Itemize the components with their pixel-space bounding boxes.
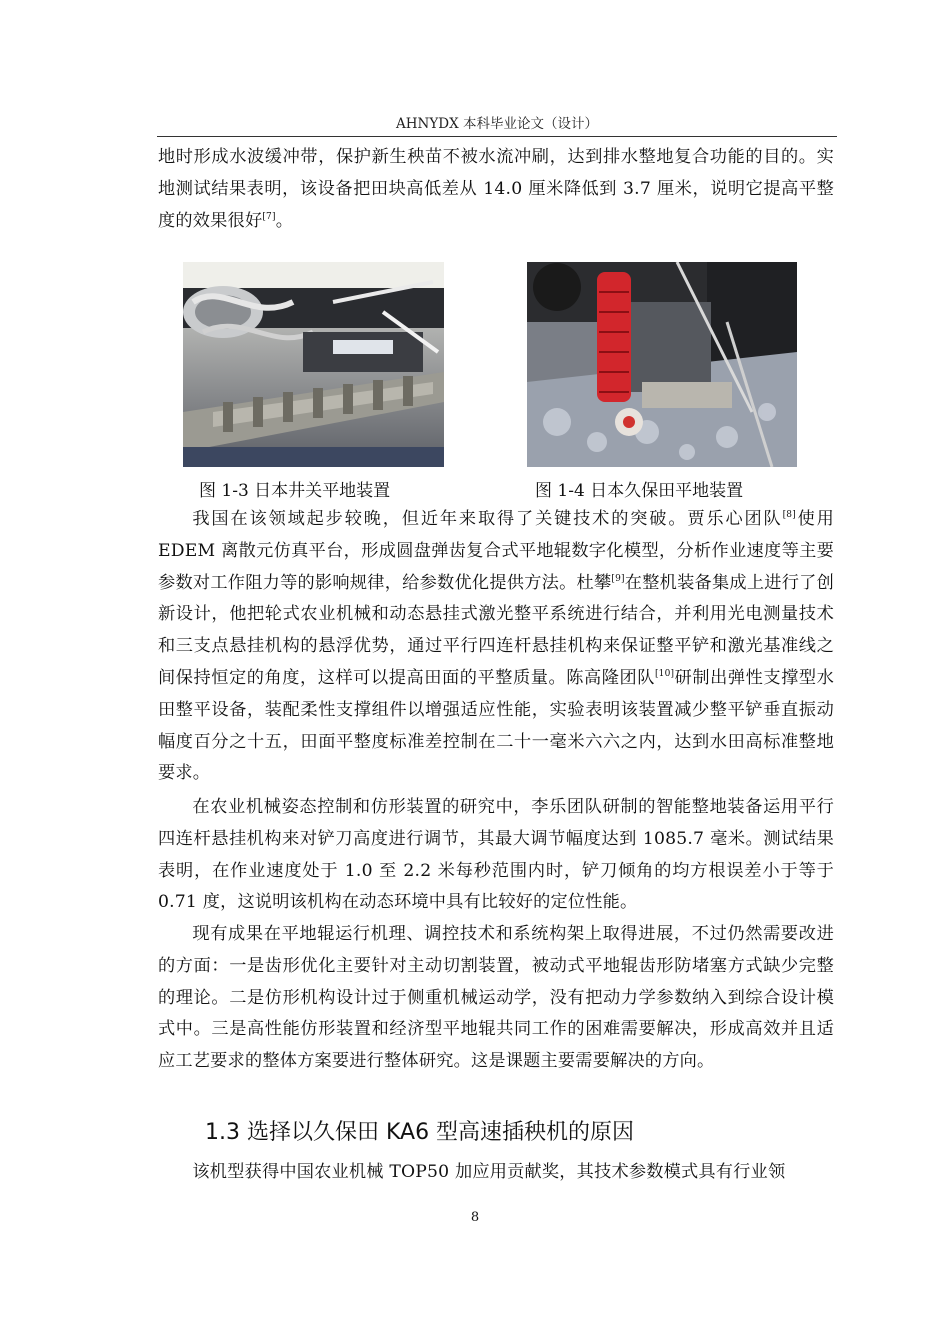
citation-7[interactable]: [7] <box>262 211 276 222</box>
paragraph-1 <box>158 142 834 237</box>
citation-10[interactable]: [10] <box>654 668 675 679</box>
section-heading-1-3: 1.3 选择以久保田 KA6 型高速插秧机的原因 <box>205 1120 635 1145</box>
figure-1-4-caption: 图 1-4 日本久保田平地装置 <box>535 481 744 501</box>
citation-9[interactable]: [9] <box>611 573 625 584</box>
paragraph-2-text-a: 我国在该领域起步较晚，但近年来取得了关键技术的突破。贾乐心团队 <box>192 509 783 529</box>
paragraph-1-end: 。 <box>275 210 294 231</box>
paragraph-2-text-d: 研制出弹性支撑型水田整平设备，装配柔性支撑组件以增强适应性能，实验表明该装置减少整平铲垂直振动幅度百分之十五，田面平整度标准差控制在二十一毫米六六之内，达到水田高标准整地要求。 <box>158 667 834 784</box>
paragraph-2-text-c: 在整机装备集成上进行了创新设计，他把轮式农业机械和动态悬挂式激光整平系统进行结合，并利用光电测量技术和三支点悬挂机构的悬浮优势，通过平行四连杆悬挂机构来保证整平铲和激光基准线之间保持恒定的角度，这样可以提高田面的平整质量。陈高隆团队 <box>158 572 835 688</box>
figure-1-3-image <box>183 262 444 467</box>
page-number: 8 <box>470 1210 480 1225</box>
header-rule <box>157 136 837 137</box>
kubota-leveler-photo <box>527 262 797 467</box>
paragraph-5: 该机型获得中国农业机械 TOP50 加应用贡献奖，其技术参数模式具有行业领 <box>192 1162 786 1182</box>
figure-1-4-image <box>527 262 797 467</box>
paragraph-1-text: 地时形成水波缓冲带，保护新生秧苗不被水流冲刷，达到排水整地复合功能的目的。实地测试结果表明，该设备把田块高低差从 14.0 厘米降低到 3.7 厘米，说明它提高平整度的效果很好 <box>158 147 834 231</box>
paragraph-2 <box>158 504 834 790</box>
iseki-leveler-photo <box>183 262 444 467</box>
figure-1-3-caption: 图 1-3 日本井关平地装置 <box>199 481 391 501</box>
paragraph-4: 现有成果在平地辊运行机理、调控技术和系统构架上取得进展，不过仍然需要改进的方面：一是齿形优化主要针对主动切割装置，被动式平地辊齿形防堵塞方式缺少完整的理论。二是仿形机构设计过于侧重机械运动学，没有把动力学参数纳入到综合设计模式中。三是高性能仿形装置和经济型平地辊共同工作的困难需要解决，形成高效并且适应工艺要求的整体方案要进行整体研究。这是课题主要需要解决的方向。 <box>158 924 834 1072</box>
paragraph-2-text-b: 使用 EDEM 离散元仿真平台，形成圆盘弹齿复合式平地辊数字化模型，分析作业速度等主要参数对工作阻力等的影响规律，给参数优化提供方法。杜攀 <box>158 509 834 593</box>
paragraph-3: 在农业机械姿态控制和仿形装置的研究中，李乐团队研制的智能整地装备运用平行四连杆悬挂机构来对铲刀高度进行调节，其最大调节幅度达到 1085.7 毫米。测试结果表明，在作业速度处于 1.0 至 2.2 米每秒范围内时，铲刀倾角的均方根误差小于等于 0.71 度，这说明该机构在动态环境中具有比较好的定位性能。 <box>158 797 834 913</box>
running-header: AHNYDX 本科毕业论文（设计） <box>396 116 598 132</box>
citation-8[interactable]: [8] <box>782 510 796 520</box>
